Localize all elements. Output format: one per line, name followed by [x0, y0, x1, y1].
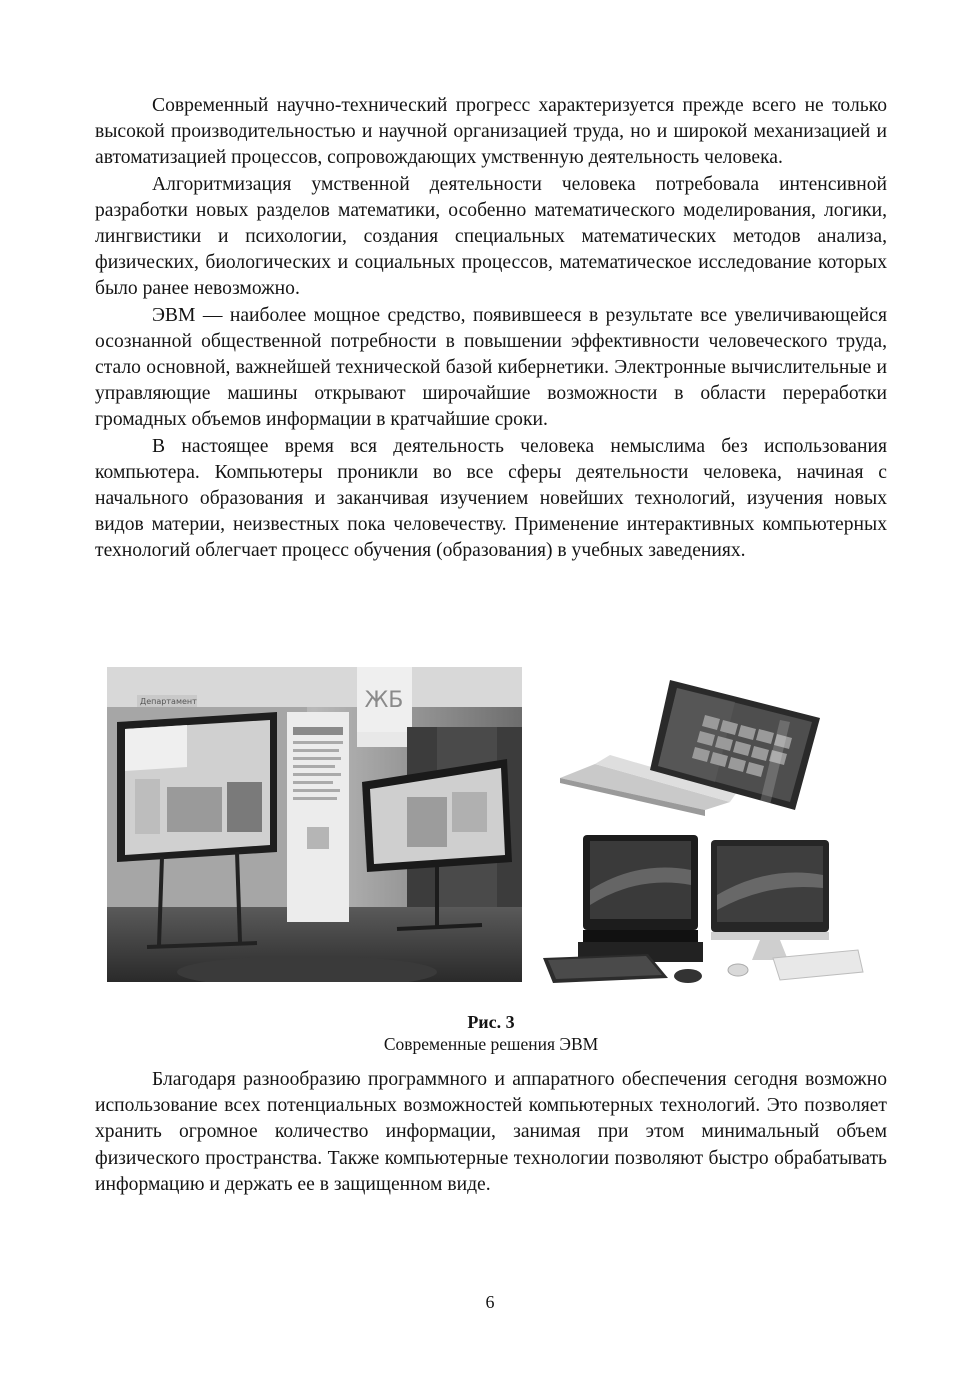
paragraph: Алгоритмизация умственной деятельности человека потребовала интенсивной разработки новых разделов математики, особенно математического моделирования, логики, лингвистики и психологии, создания специальных математических методов анализа, физических, биологических и социальных процессов, математическое исследование которых было ранее невозможно. — [95, 173, 887, 300]
all-in-one-computers-photo — [538, 830, 866, 988]
paragraph: Благодаря разнообразию программного и аппаратного обеспечения сегодня возможно использование всех потенциальных возможностей компьютерных технологий. Это позволяет хранить огромное количество информации, занимая при этом минимальный объем физического пространства. Также компьютерные технологии позволяют быстро обрабатывать информацию и держать ее в защищенном виде. — [95, 1069, 887, 1195]
tablet-laptop-image — [555, 660, 825, 820]
figure-caption: Современные решения ЭВМ — [383, 1034, 599, 1054]
body-text-top — [95, 93, 887, 565]
tablet-laptop-photo — [555, 660, 825, 820]
paragraph: В настоящее время вся деятельность человека немыслима без использования компьютера. Компьютеры проникли во все сферы деятельности человека, начиная с начального образования и заканчивая изучением новейших технологий, изучения новых видов материи, неизвестных пока человечеству. Применение интерактивных компьютерных технологий облегчает процесс обучения (образования) в учебных заведениях. — [95, 435, 887, 562]
paragraph: ЭВМ — наиболее мощное средство, появившееся в результате все увеличивающейся осознанной общественной потребности в повышении эффективности человеческого труда, стало основной, важнейшей технической базой кибернетики. Электронные вычислительные и управляющие машины открывают широчайшие возможности в области переработки громадных объемов информации в кратчайшие сроки. — [95, 304, 887, 431]
page-number: 6 — [485, 1292, 495, 1312]
figure-label: Рис. 3 — [467, 1012, 515, 1032]
paragraph: Современный научно-технический прогресс характеризуется прежде всего не только высокой производительностью и научной организацией труда, но и широкой механизацией и автоматизацией процессов, сопровождающих умственную деятельность человека. — [95, 95, 887, 169]
interactive-displays-photo — [107, 667, 522, 982]
svg-text:ЖБ: ЖБ — [364, 688, 404, 713]
interactive-displays-image — [107, 667, 522, 982]
sign-text: Департамент — [140, 697, 197, 706]
all-in-one-computers-image — [538, 830, 866, 988]
body-text-bottom — [95, 1067, 887, 1198]
